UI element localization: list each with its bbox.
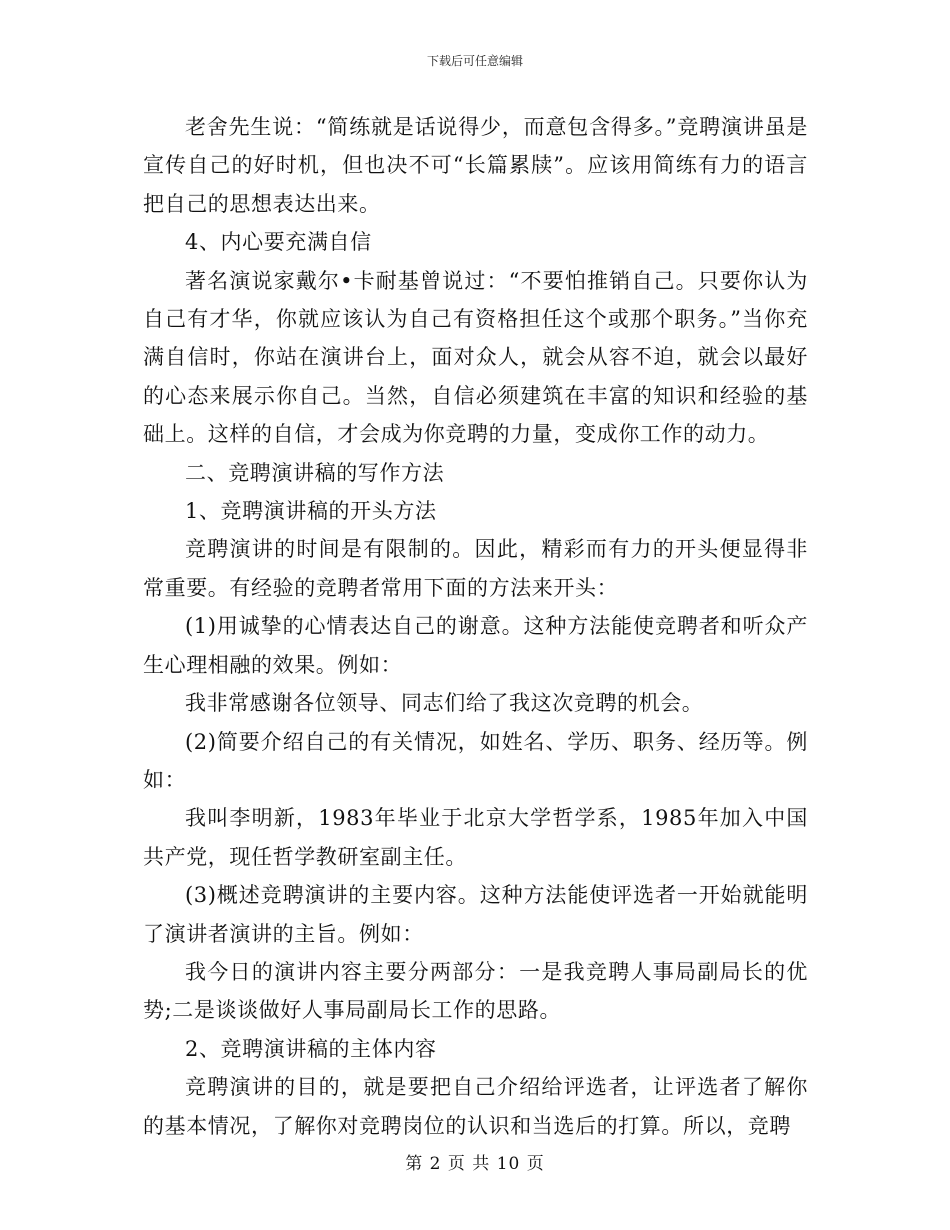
- paragraph-10-example: 我叫李明新，1983年毕业于北京大学哲学系，1985年加入中国共产党，现任哲学教研室副主任。: [143, 806, 808, 869]
- paragraph-14: 竞聘演讲的目的，就是要把自己介绍给评选者，让评选者了解你的基本情况，了解你对竞聘岗位的认识和当选后的打算。所以，竞聘: [143, 1075, 808, 1138]
- document-body: [143, 108, 808, 1145]
- paragraph-6: 竞聘演讲的时间是有限制的。因此，精彩而有力的开头便显得非常重要。有经验的竞聘者常用下面的方法来开头：: [143, 537, 808, 600]
- paragraph-9: (2)简要介绍自己的有关情况，如姓名、学历、职务、经历等。例如：: [143, 729, 808, 792]
- paragraph-4-heading: 二、竞聘演讲稿的写作方法: [185, 460, 445, 485]
- paragraph-5-heading: 1、竞聘演讲稿的开头方法: [185, 499, 437, 524]
- paragraph-1: 老舍先生说：“简练就是话说得少，而意包含得多。”竞聘演讲虽是宣传自己的好时机，但也决不可“长篇累牍”。应该用简练有力的语言把自己的思想表达出来。: [143, 115, 808, 216]
- paragraph-3: 著名演说家戴尔•卡耐基曾说过：“不要怕推销自己。只要你认为自己有才华，你就应该认为自己有资格担任这个或那个职务。”当你充满自信时，你站在演讲台上，面对众人，就会从容不迫，就会以最好的心态来展示你自己。当然，自信必须建筑在丰富的知识和经验的基础上。这样的自信，才会成为你竞聘的力量，变成你工作的动力。: [143, 268, 808, 447]
- paragraph-11: (3)概述竞聘演讲的主要内容。这种方法能使评选者一开始就能明了演讲者演讲的主旨。例如：: [143, 883, 808, 946]
- paragraph-8-example: 我非常感谢各位领导、同志们给了我这次竞聘的机会。: [185, 691, 704, 716]
- paragraph-7: (1)用诚挚的心情表达自己的谢意。这种方法能使竞聘者和听众产生心理相融的效果。例如：: [143, 614, 808, 677]
- paragraph-12-example: 我今日的演讲内容主要分两部分：一是我竞聘人事局副局长的优势;二是谈谈做好人事局副局长工作的思路。: [143, 959, 808, 1023]
- page-number: 第 2 页 共 10 页: [405, 1154, 545, 1174]
- page-header: 下载后可任意编辑: [426, 54, 523, 68]
- paragraph-2-heading: 4、内心要充满自信: [185, 230, 372, 255]
- paragraph-13-heading: 2、竞聘演讲稿的主体内容: [185, 1036, 437, 1061]
